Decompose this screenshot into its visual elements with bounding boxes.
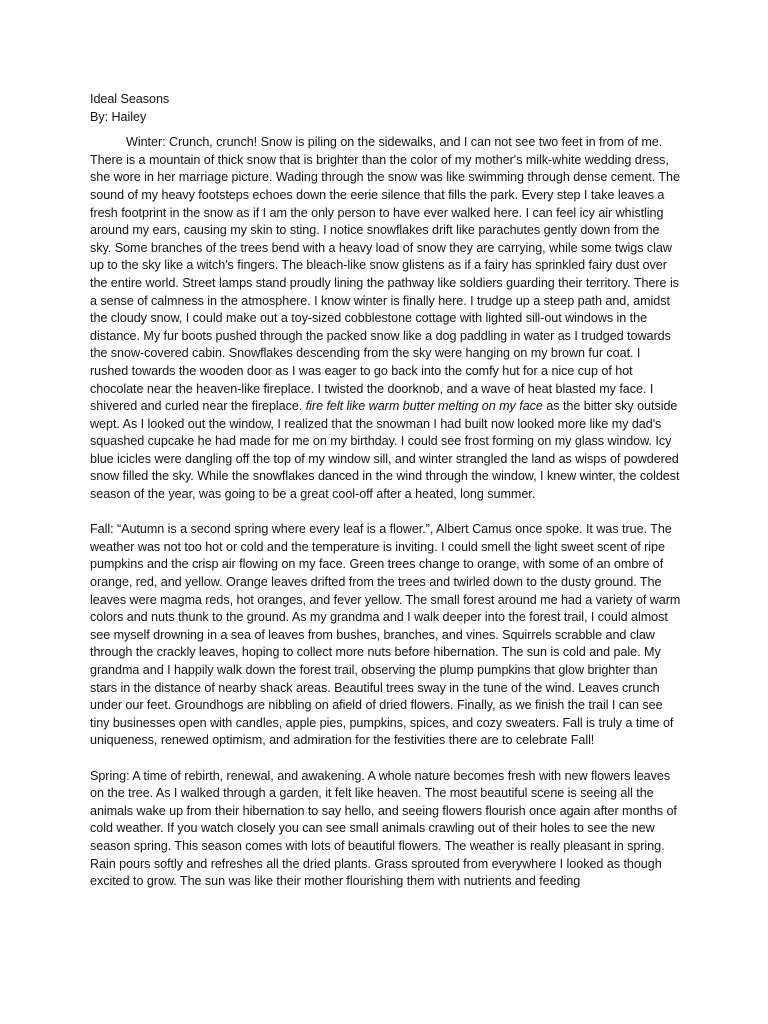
winter-italic-phrase: fire felt like warm butter melting on my face [305,399,543,414]
spacer [90,504,682,522]
spacer [90,126,682,134]
document-title: Ideal Seasons [90,92,170,106]
spacer [90,750,682,768]
winter-text-part1: Winter: Crunch, crunch! Snow is piling on the sidewalks, and I can not see two feet in from of me. There is a mountain of thick snow that is brighter than the color of my mother's milk-white wedding dress, she wore in her marriage picture. Wading through the snow was like swimming through dense cement. The sound of my heavy footsteps echoes down the eerie silence that fills the park. Every step I take leaves a fresh footprint in the snow as if I am the only person to have ever walked here. I can feel icy air whistling around my ears, causing my skin to sting. I notice snowflakes drift like parachutes gently down from the sky. Some branches of the trees bend with a heavy load of snow they are carrying, while some twigs claw up to the sky like a witch's fingers. The bleach-like snow glistens as if a fairy has sprinkled fairy dust over the entire world. Street lamps stand proudly lining the pathway like soldiers guarding their territory. There is a sense of calmness in the atmosphere. I know winter is finally here. I trudge up a steep path and, amidst the cloudy snow, I could make out a toy-sized cobblestone cottage with lighted sill-out windows in the distance. My fur boots pushed through the packed snow like a dog paddling in water as I trudged towards the snow-covered cabin. Snowflakes descending from the sky were hanging on my brown fur coat. I rushed towards the wooden door as I was eager to go back into the comfy hut for a nice cup of hot chocolate near the heaven-like fireplace. I twisted the doorknob, and a wave of heat blasted my face. I shivered and curled near the fireplace. [90,135,680,414]
winter-paragraph [90,134,682,503]
fall-paragraph: Fall: “Autumn is a second spring where every leaf is a flower.”, Albert Camus once spoke. It was true. The weather was not too hot or cold and the temperature is inviting. I could smell the light sweet scent of ripe pumpkins and the crisp air flowing on my face. Green trees change to orange, with some of an ombre of orange, red, and yellow. Orange leaves drifted from the trees and twirled down to the dusty ground. The leaves were magma reds, hot oranges, and fever yellow. The small forest around me had a variety of warm colors and nuts thunk to the ground. As my grandma and I walk deeper into the forest trail, I could almost see myself drowning in a sea of leaves from bushes, branches, and vines. Squirrels scrabble and claw through the crackly leaves, hoping to collect more nuts before hibernation. The sun is cold and pale. My grandma and I happily walk down the forest trail, observing the plump pumpkins that glow brighter than stars in the distance of nearby shack areas. Beautiful trees sway in the tune of the wind. Leaves crunch under our feet. Groundhogs are nibbling on afield of dried flowers. Finally, as we finish the trail I can see tiny businesses open with candles, apple pies, pumpkins, spices, and cozy sweaters. Fall is truly a time of uniqueness, renewed optimism, and admiration for the festivities there are to celebrate Fall! [90,522,681,748]
spring-paragraph: Spring: A time of rebirth, renewal, and awakening. A whole nature becomes fresh with new flowers leaves on the tree. As I walked through a garden, it felt like heaven. The most beautiful scene is seeing all the animals wake up from their hibernation to say hello, and seeing flowers flourish once again after months of cold weather. If you watch closely you can see small animals crawling out of their holes to see the new season spring. This season comes with lots of beautiful flowers. The weather is really pleasant in spring. Rain pours softly and refreshes all the dried plants. Grass sprouted from everywhere I looked as though excited to grow. The sun was like their mother flourishing them with nutrients and feeding [90,768,677,889]
winter-text-part2: as the bitter sky outside wept. As I looked out the window, I realized that the snowman I had built now looked more like my dad's squashed cupcake he had made for me on my birthday. I could see frost forming on my glass window. Icy blue icicles were dangling off the top of my window sill, and winter strangled the land as wisps of powdered snow filled the sky. While the snowflakes danced in the wind through the window, I knew winter, the coldest season of the year, was going to be a great cool-off after a heated, long summer. [90,399,680,502]
document-byline: By: Hailey [90,109,147,124]
